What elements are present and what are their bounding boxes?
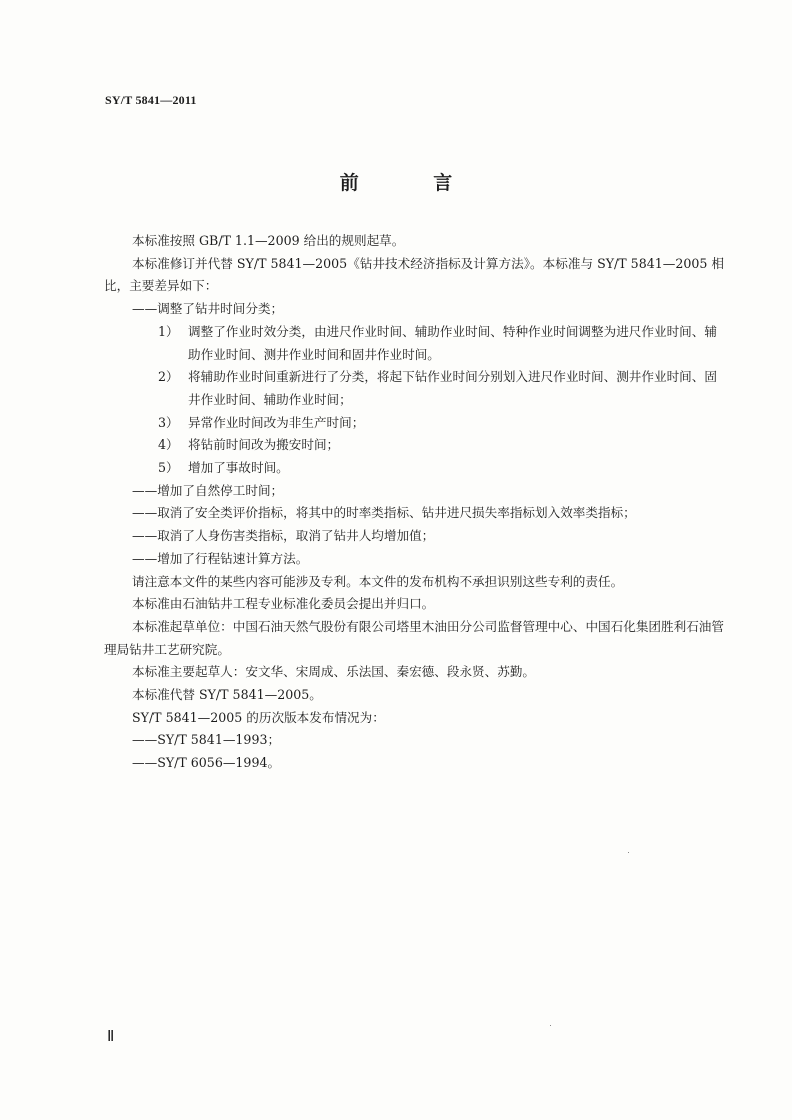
scan-speck: [628, 852, 629, 853]
preface-body: [104, 230, 724, 775]
page-number: Ⅱ: [107, 1029, 115, 1045]
sub-item: [104, 321, 724, 366]
change-item: ——调整了钻井时间分类；: [132, 301, 284, 317]
sub-item-text: 将钻前时间改为搬安时间；: [188, 437, 340, 453]
change-item: ——增加了自然停工时间；: [132, 482, 284, 498]
history-item: ——SY/T 6056—1994。: [132, 755, 281, 771]
paragraph: 本标准修订并代替 SY/T 5841—2005《钻井技术经济指标及计算方法》。本标准与 SY/T 5841—2005 相比，主要差异如下：: [104, 255, 724, 294]
sub-item-number: 3）: [158, 414, 179, 430]
sub-item-number: 5）: [158, 460, 179, 476]
sub-item-number: 4）: [158, 437, 179, 453]
paragraph: SY/T 5841—2005 的历次版本发布情况为：: [132, 709, 385, 725]
page-title: 前 言: [339, 172, 487, 194]
paragraph: 本标准代替 SY/T 5841—2005。: [132, 687, 322, 703]
sub-item: [104, 412, 724, 435]
sub-item-number: 1）: [158, 323, 179, 339]
change-item: ——取消了安全类评价指标，将其中的时率类指标、钻井进尺损失率指标划入效率类指标；: [132, 505, 636, 521]
change-item: ——增加了行程钻速计算方法。: [132, 550, 309, 566]
sub-item-text: 异常作业时间改为非生产时间；: [188, 414, 365, 430]
history-item: ——SY/T 5841—1993；: [132, 732, 281, 748]
sub-item-text: 增加了事故时间。: [188, 460, 289, 476]
paragraph: 本标准由石油钻井工程专业标准化委员会提出并归口。: [132, 596, 435, 612]
sub-item-text: 调整了作业时效分类，由进尺作业时间、辅助作业时间、特种作业时间调整为进尺作业时间、辅助作业时间、测井作业时间和固井作业时间。: [188, 323, 717, 362]
sub-item-text: 将辅助作业时间重新进行了分类，将起下钻作业时间分别划入进尺作业时间、测井作业时间、固井作业时间、辅助作业时间；: [188, 369, 717, 407]
scan-speck: [550, 1025, 551, 1026]
sub-item: [104, 434, 724, 457]
paragraph: 请注意本文件的某些内容可能涉及专利。本文件的发布机构不承担识别这些专利的责任。: [132, 573, 624, 589]
sub-item: [104, 366, 724, 411]
paragraph: 本标准起草单位：中国石油天然气股份有限公司塔里木油田分公司监督管理中心、中国石化集团胜利石油管理局钻井工艺研究院。: [104, 618, 724, 657]
paragraph: 本标准主要起草人：安文华、宋周成、乐法国、秦宏德、段永贤、苏勤。: [132, 664, 535, 680]
standard-code: SY/T 5841—2011: [105, 93, 197, 107]
sub-item: [104, 457, 724, 480]
change-item: ——取消了人身伤害类指标，取消了钻井人均增加值；: [132, 528, 435, 544]
paragraph: 本标准按照 GB/T 1.1—2009 给出的规则起草。: [132, 233, 405, 248]
sub-item-number: 2）: [158, 369, 179, 385]
